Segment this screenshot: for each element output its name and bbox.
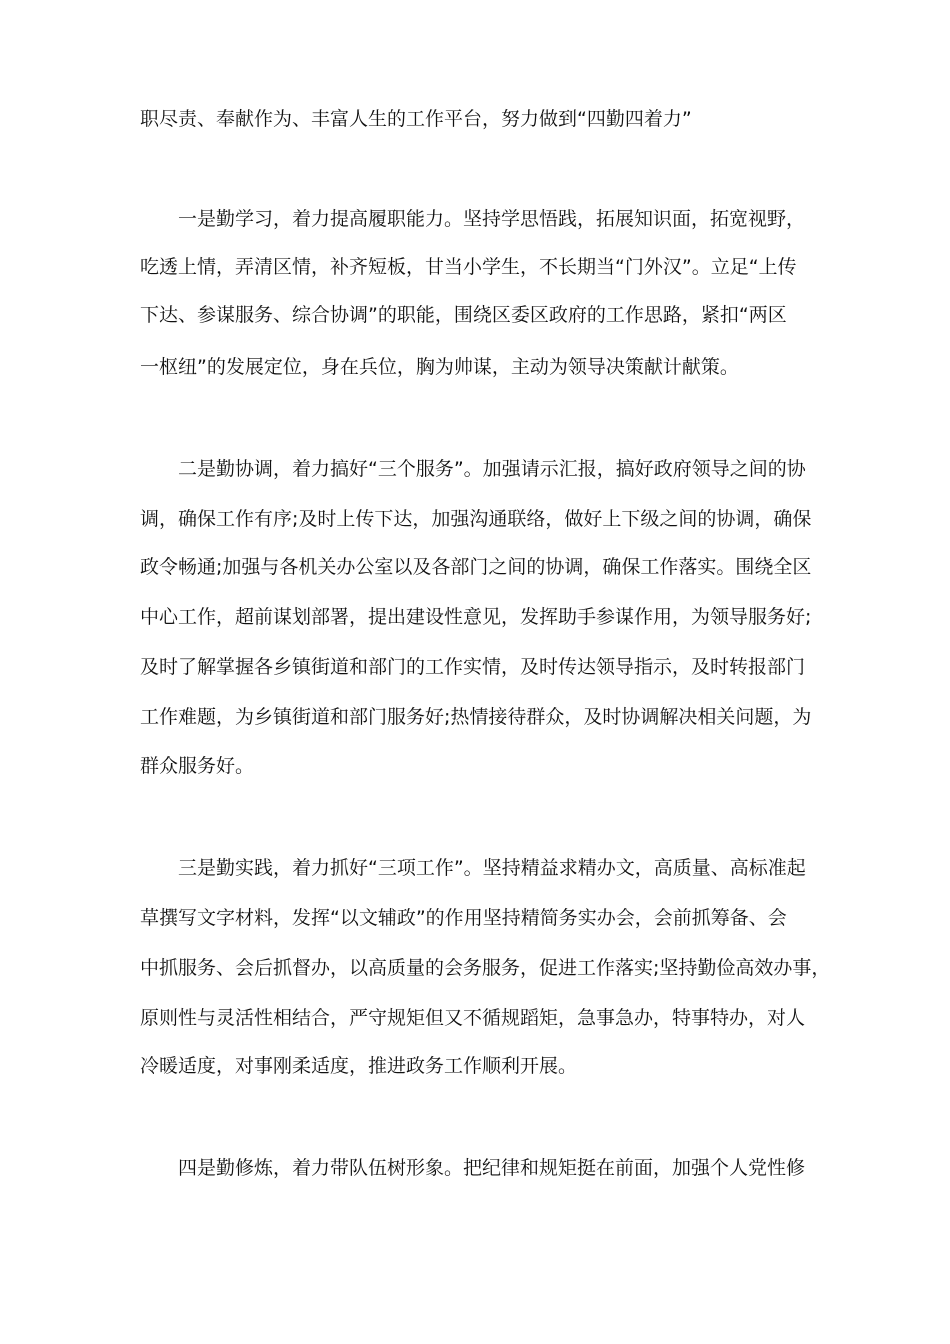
paragraph-line: 一是勤学习，着力提高履职能力。坚持学思悟践，拓展知识面，拓宽视野，: [178, 208, 806, 230]
paragraph-line: 下达、参谋服务、综合协调”的职能，围绕区委区政府的工作思路，紧扣“两区: [140, 304, 787, 326]
paragraph-line: 中抓服务、会后抓督办，以高质量的会务服务，促进工作落实;坚持勤俭高效办事，: [140, 957, 831, 979]
paragraph-line: 吃透上情，弄清区情，补齐短板，甘当小学生，不长期当“门外汉”。立足“上传: [140, 256, 797, 278]
paragraph-line: 四是勤修炼，着力带队伍树形象。把纪律和规矩挺在前面，加强个人党性修: [178, 1157, 806, 1179]
paragraph-line: 及时了解掌握各乡镇街道和部门的工作实情，及时传达领导指示，及时转报部门: [140, 656, 806, 678]
paragraph-line: 二是勤协调，着力搞好“三个服务”。加强请示汇报，搞好政府领导之间的协: [178, 458, 806, 480]
paragraph-line: 群众服务好。: [140, 755, 255, 777]
paragraph-line: 冷暖适度，对事刚柔适度，推进政务工作顺利开展。: [140, 1055, 578, 1077]
paragraph-line: 原则性与灵活性相结合，严守规矩但又不循规蹈矩，急事急办，特事特办，对人: [140, 1007, 806, 1029]
paragraph-line: 工作难题，为乡镇街道和部门服务好;热情接待群众，及时协调解决相关问题，为: [140, 706, 812, 728]
paragraph-line: 中心工作，超前谋划部署，提出建设性意见，发挥助手参谋作用，为领导服务好;: [140, 606, 812, 628]
paragraph-line: 调，确保工作有序;及时上传下达，加强沟通联络，做好上下级之间的协调，确保: [140, 508, 812, 530]
paragraph-line: 草撰写文字材料，发挥“以文辅政”的作用坚持精简务实办会，会前抓筹备、会: [140, 907, 787, 929]
paragraph-line: 三是勤实践，着力抓好“三项工作”。坚持精益求精办文，高质量、高标准起: [178, 857, 806, 879]
paragraph-line: 一枢纽”的发展定位，身在兵位，胸为帅谋，主动为领导决策献计献策。: [140, 356, 739, 378]
intro-line: 职尽责、奉献作为、丰富人生的工作平台，努力做到“四勤四着力”: [140, 108, 692, 130]
paragraph-line: 政令畅通;加强与各机关办公室以及各部门之间的协调，确保工作落实。围绕全区: [140, 556, 812, 578]
